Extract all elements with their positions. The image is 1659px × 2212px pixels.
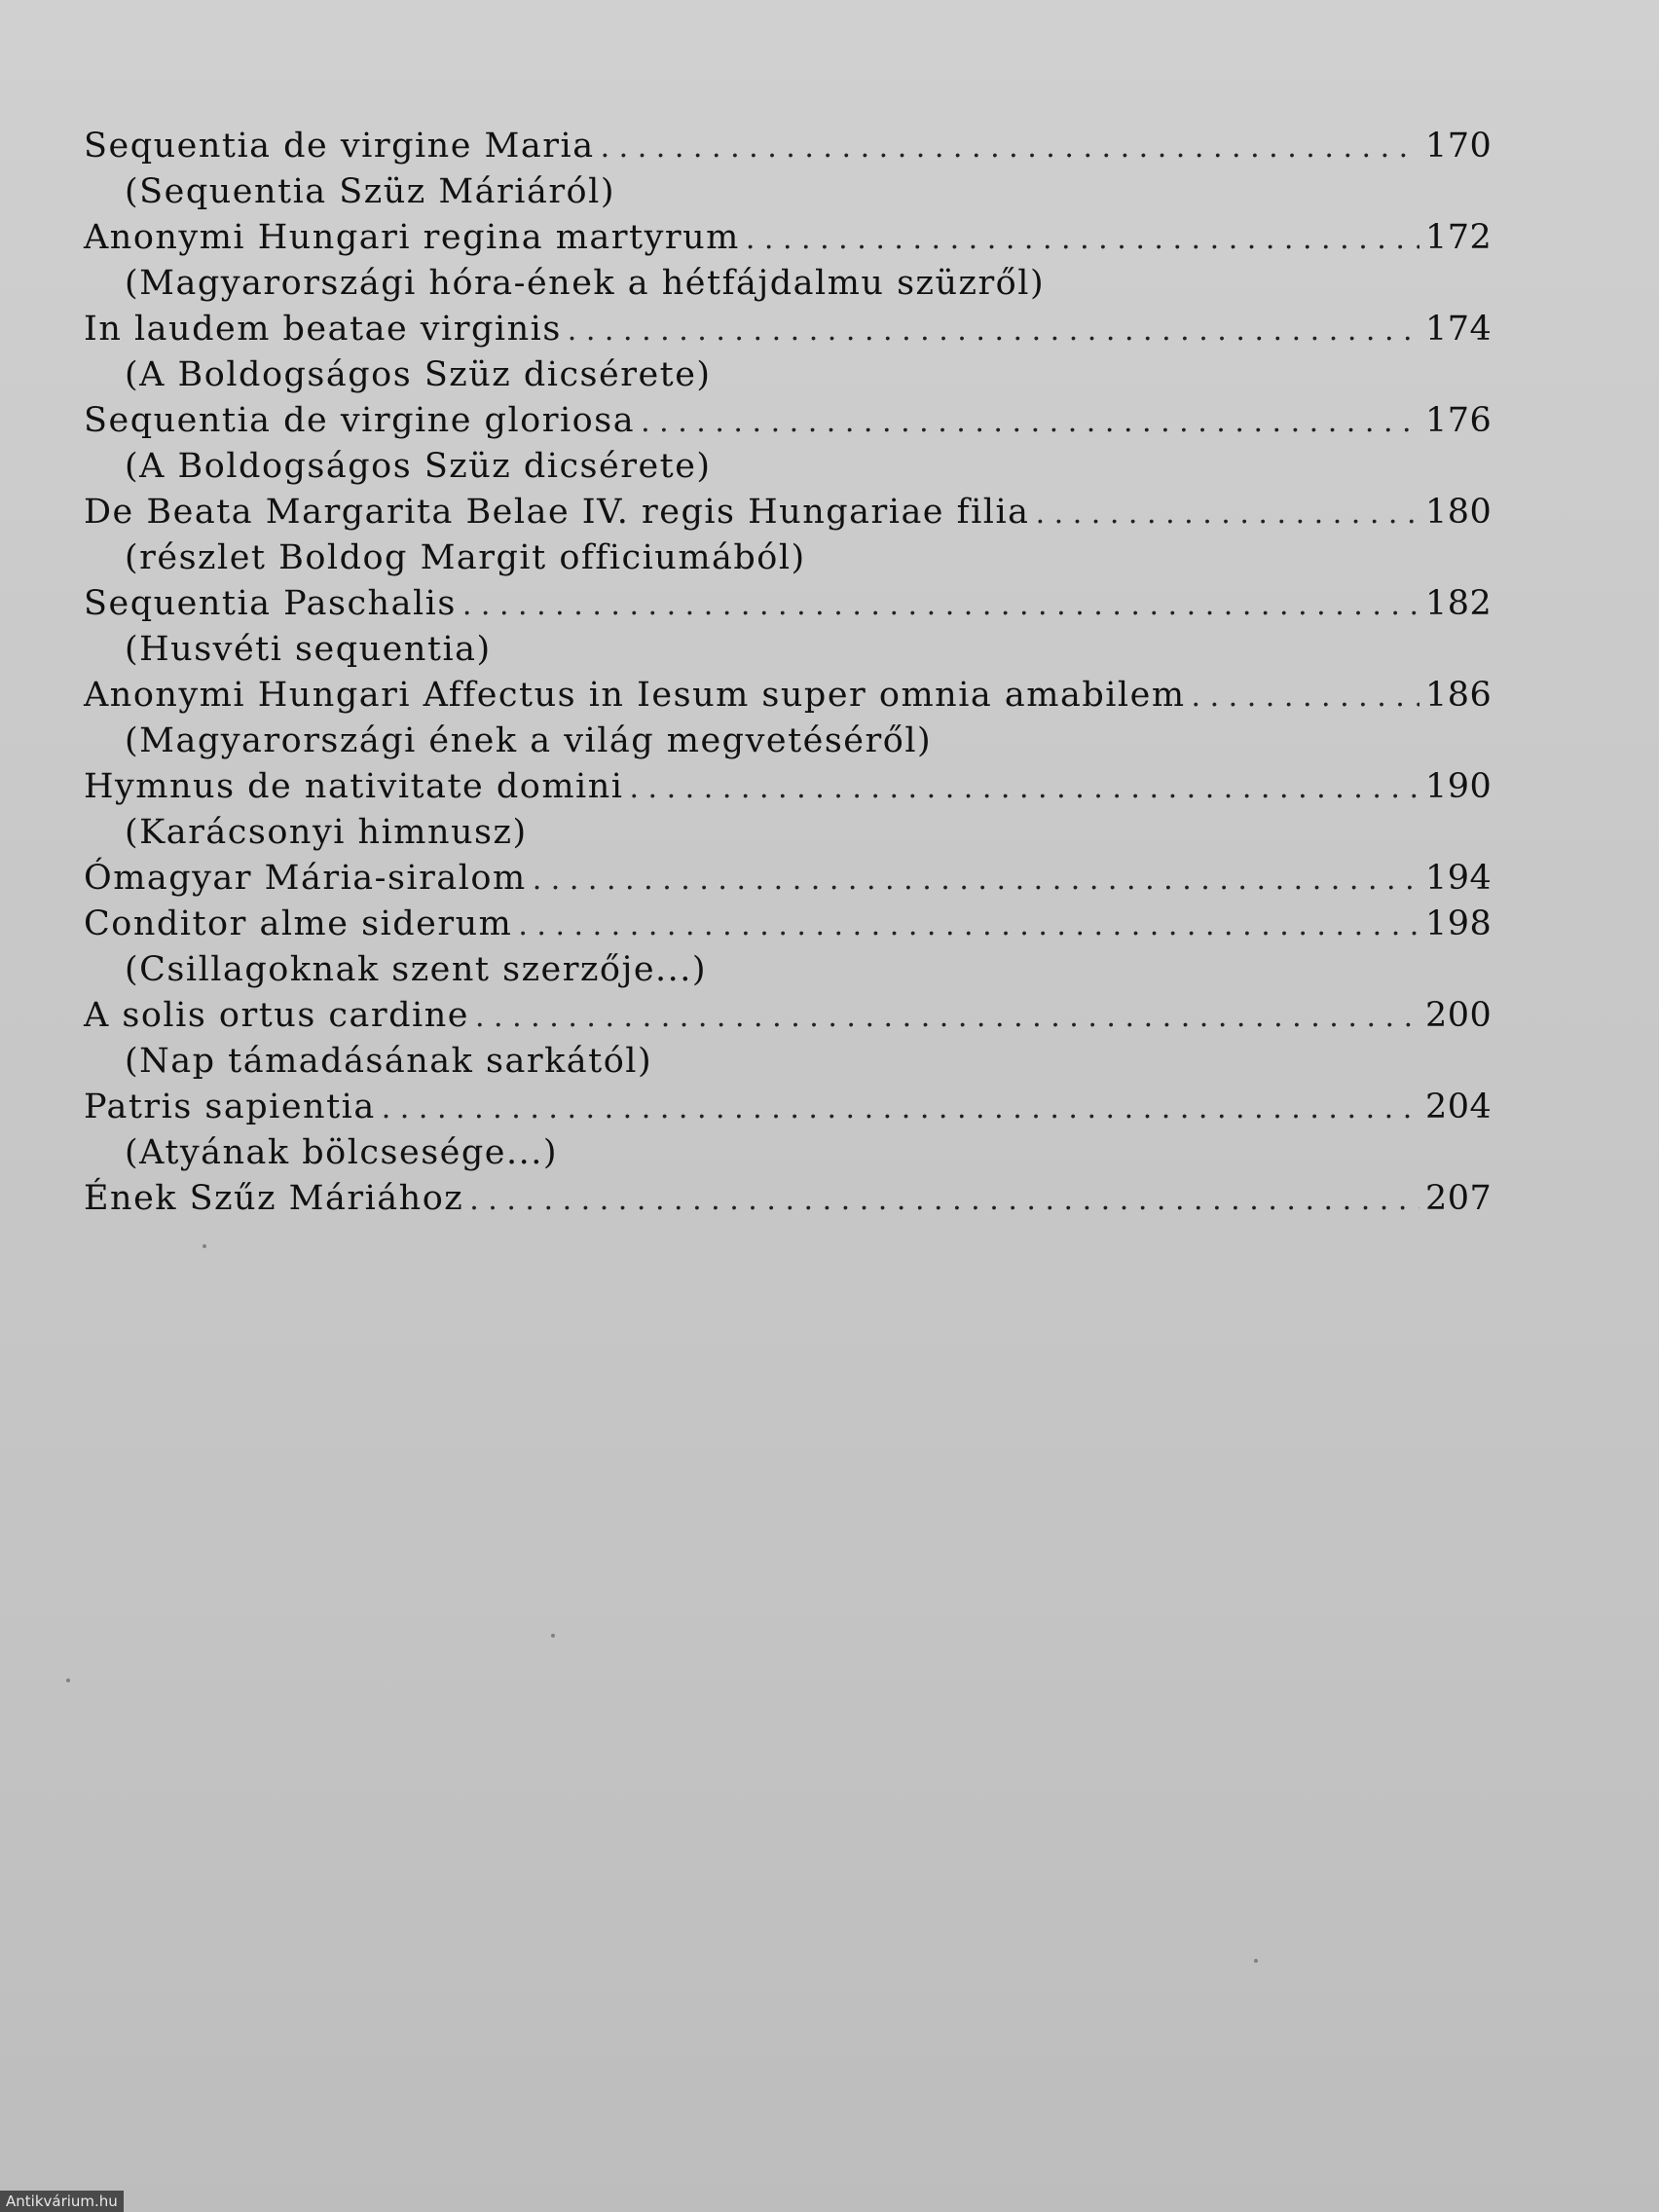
toc-entry xyxy=(84,859,1493,904)
entry-subtitle: (részlet Boldog Margit officiumából) xyxy=(125,538,806,577)
toc-entry xyxy=(84,996,1493,1042)
entry-title: Anonymi Hungari Affectus in Iesum super omnia amabilem xyxy=(84,676,1186,715)
toc-entry xyxy=(84,310,1493,355)
dot-leader xyxy=(641,405,1419,439)
entry-title: In laudem beatae virginis xyxy=(84,310,562,349)
entry-page-number: 182 xyxy=(1425,584,1493,623)
entry-subtitle: (Magyarországi ének a világ megvetéséről) xyxy=(125,721,933,760)
toc-entry xyxy=(84,1179,1493,1225)
entry-title: Ómagyar Mária-siralom xyxy=(84,859,527,898)
toc-entry xyxy=(84,493,1493,538)
entry-page-number: 176 xyxy=(1425,401,1493,440)
dot-leader xyxy=(382,1091,1419,1125)
dot-leader xyxy=(475,1000,1419,1034)
toc-entry xyxy=(84,401,1493,447)
entry-title: Patris sapientia xyxy=(84,1088,376,1126)
toc-entry xyxy=(84,767,1493,813)
entry-page-number: 204 xyxy=(1425,1088,1493,1126)
entry-page-number: 198 xyxy=(1425,904,1493,943)
watermark: Antikvárium.hu xyxy=(0,2191,124,2212)
dot-leader xyxy=(533,863,1419,897)
toc-entry xyxy=(84,676,1493,721)
entry-subtitle: (Nap támadásának sarkától) xyxy=(125,1042,653,1081)
toc-entry xyxy=(84,584,1493,630)
table-of-contents xyxy=(84,127,1493,1225)
entry-subtitle: (Sequentia Szüz Máriáról) xyxy=(125,172,615,211)
toc-entry xyxy=(84,218,1493,264)
entry-subtitle: (Csillagoknak szent szerzője...) xyxy=(125,950,708,989)
dot-leader xyxy=(462,588,1419,622)
dot-leader xyxy=(1192,680,1419,714)
paper-speck xyxy=(66,1678,70,1682)
entry-page-number: 172 xyxy=(1425,218,1493,257)
dot-leader xyxy=(1036,497,1419,531)
entry-title: Ének Szűz Máriához xyxy=(84,1179,464,1218)
dot-leader xyxy=(568,313,1419,348)
entry-page-number: 170 xyxy=(1425,127,1493,166)
paper-speck xyxy=(1254,1959,1258,1963)
entry-subtitle: (Husvéti sequentia) xyxy=(125,630,492,669)
entry-title: A solis ortus cardine xyxy=(84,996,469,1035)
entry-page-number: 194 xyxy=(1425,859,1493,898)
dot-leader xyxy=(601,130,1419,165)
entry-subtitle: (Magyarországi hóra-ének a hétfájdalmu szüzről) xyxy=(125,264,1046,303)
entry-subtitle: (Karácsonyi himnusz) xyxy=(125,813,528,852)
entry-title: Conditor alme siderum xyxy=(84,904,513,943)
entry-title: Sequentia Paschalis xyxy=(84,584,457,623)
entry-subtitle: (Atyának bölcsesége...) xyxy=(125,1133,559,1172)
entry-subtitle: (A Boldogságos Szüz dicsérete) xyxy=(125,355,712,394)
entry-page-number: 186 xyxy=(1425,676,1493,715)
entry-page-number: 180 xyxy=(1425,493,1493,532)
entry-page-number: 190 xyxy=(1425,767,1493,806)
entry-subtitle: (A Boldogságos Szüz dicsérete) xyxy=(125,447,712,486)
toc-entry xyxy=(84,904,1493,950)
entry-page-number: 174 xyxy=(1425,310,1493,349)
toc-entry xyxy=(84,127,1493,172)
entry-page-number: 200 xyxy=(1425,996,1493,1035)
entry-page-number: 207 xyxy=(1425,1179,1493,1218)
entry-title: Anonymi Hungari regina martyrum xyxy=(84,218,740,257)
dot-leader xyxy=(629,771,1419,805)
dot-leader xyxy=(469,1183,1419,1217)
entry-title: Sequentia de virgine gloriosa xyxy=(84,401,636,440)
paper-speck xyxy=(203,1244,206,1248)
dot-leader xyxy=(518,908,1419,942)
entry-title: Hymnus de nativitate domini xyxy=(84,767,624,806)
dot-leader xyxy=(746,222,1419,256)
entry-title: Sequentia de virgine Maria xyxy=(84,127,595,166)
toc-entry xyxy=(84,1088,1493,1133)
entry-title: De Beata Margarita Belae IV. regis Hungariae filia xyxy=(84,493,1030,532)
paper-speck xyxy=(551,1634,555,1638)
